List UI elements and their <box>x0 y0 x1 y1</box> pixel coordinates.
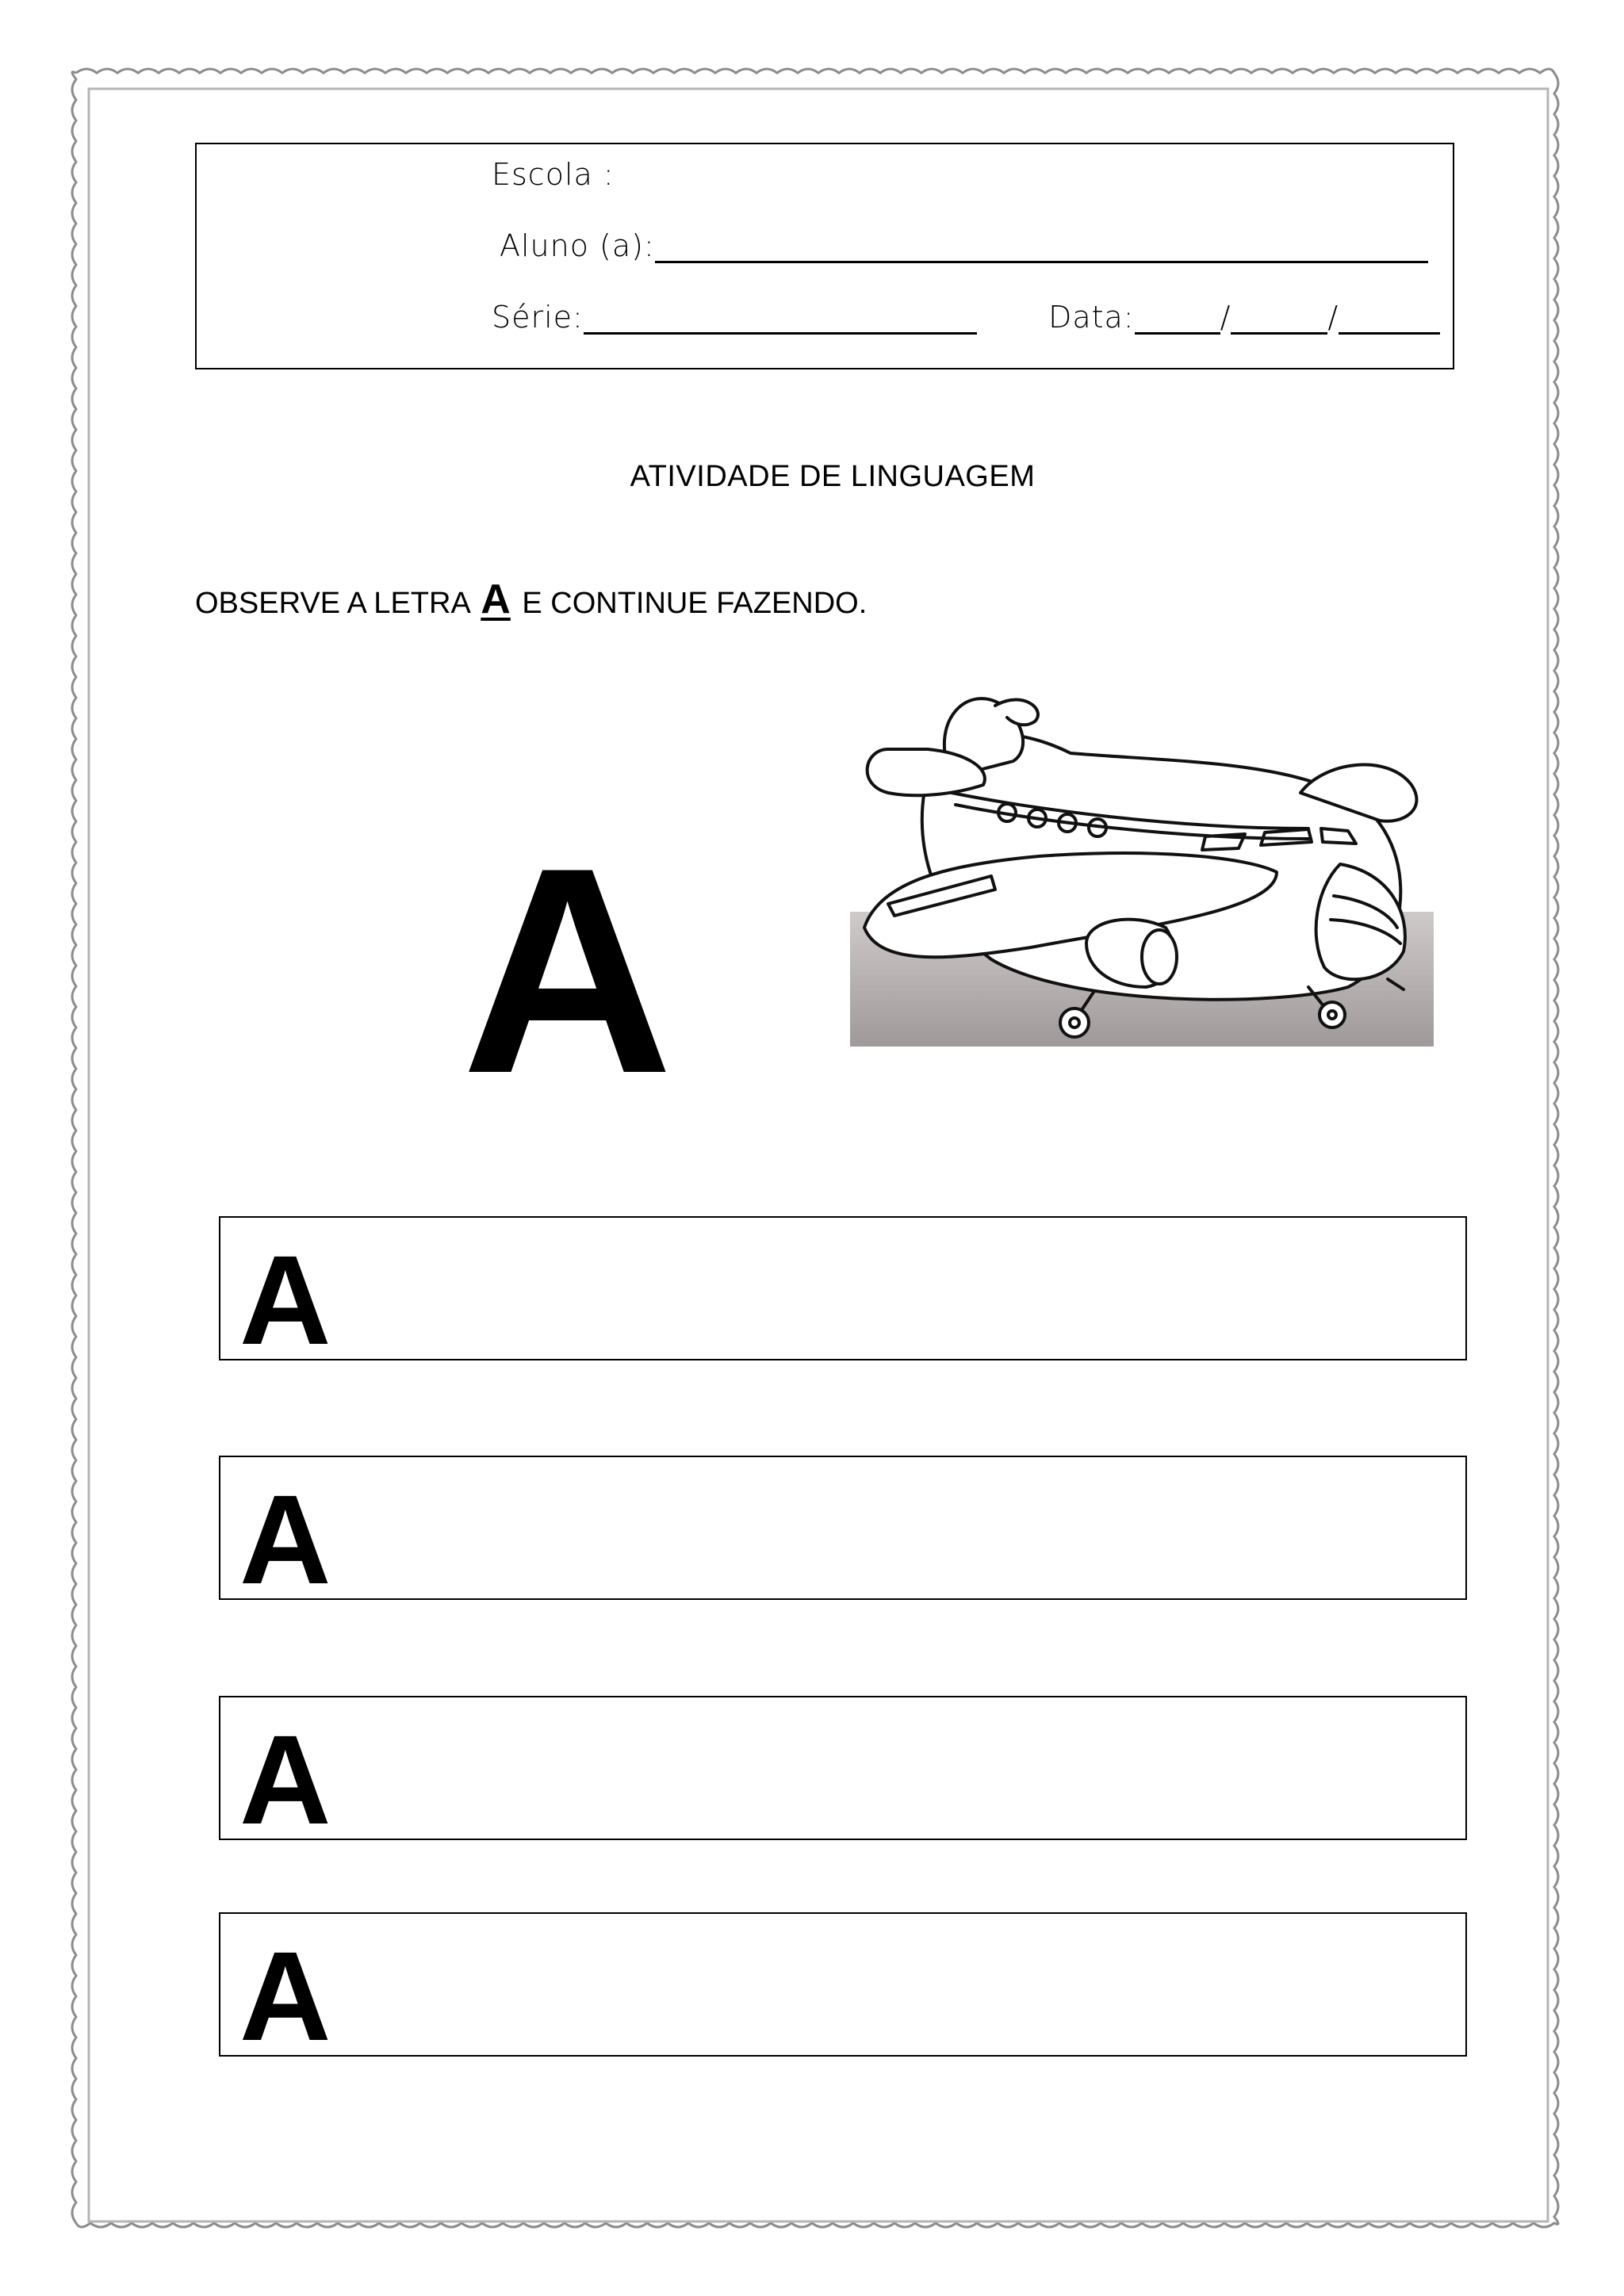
practice-row[interactable] <box>219 1912 1467 2067</box>
practice-row[interactable] <box>219 1216 1467 1371</box>
school-line <box>492 157 615 192</box>
date-month-field[interactable] <box>1231 300 1327 335</box>
practice-row-letter: A <box>239 1468 331 1610</box>
grade-label: Série: <box>492 300 584 335</box>
student-name-field[interactable] <box>655 229 1428 263</box>
scalloped-border <box>72 69 1558 2227</box>
school-label: Escola : <box>492 157 615 192</box>
date-separator: / <box>1327 300 1339 335</box>
date-label: Data: <box>1048 300 1135 335</box>
model-letter: A <box>462 807 674 1135</box>
practice-row-letter: A <box>239 1229 331 1371</box>
date-year-field[interactable] <box>1339 300 1440 335</box>
date-day-field[interactable] <box>1135 300 1220 335</box>
instruction-before: OBSERVE A LETRA <box>195 587 478 620</box>
student-label: Aluno (a): <box>500 228 655 263</box>
instruction-after: E CONTINUE FAZENDO. <box>513 587 868 620</box>
student-line <box>500 228 1428 263</box>
practice-row[interactable] <box>219 1696 1467 1850</box>
practice-row-letter: A <box>239 1925 331 2067</box>
instruction-letter: A <box>481 576 511 622</box>
header-box <box>195 143 1454 369</box>
date-separator: / <box>1220 300 1231 335</box>
grade-date-line <box>492 300 1440 335</box>
practice-row[interactable] <box>219 1456 1467 1610</box>
airplane-illustration <box>833 674 1451 1070</box>
grade-field[interactable] <box>584 300 977 335</box>
instruction-text <box>195 576 867 623</box>
activity-title: ATIVIDADE DE LINGUAGEM <box>630 460 1036 493</box>
practice-row-letter: A <box>239 1709 331 1850</box>
